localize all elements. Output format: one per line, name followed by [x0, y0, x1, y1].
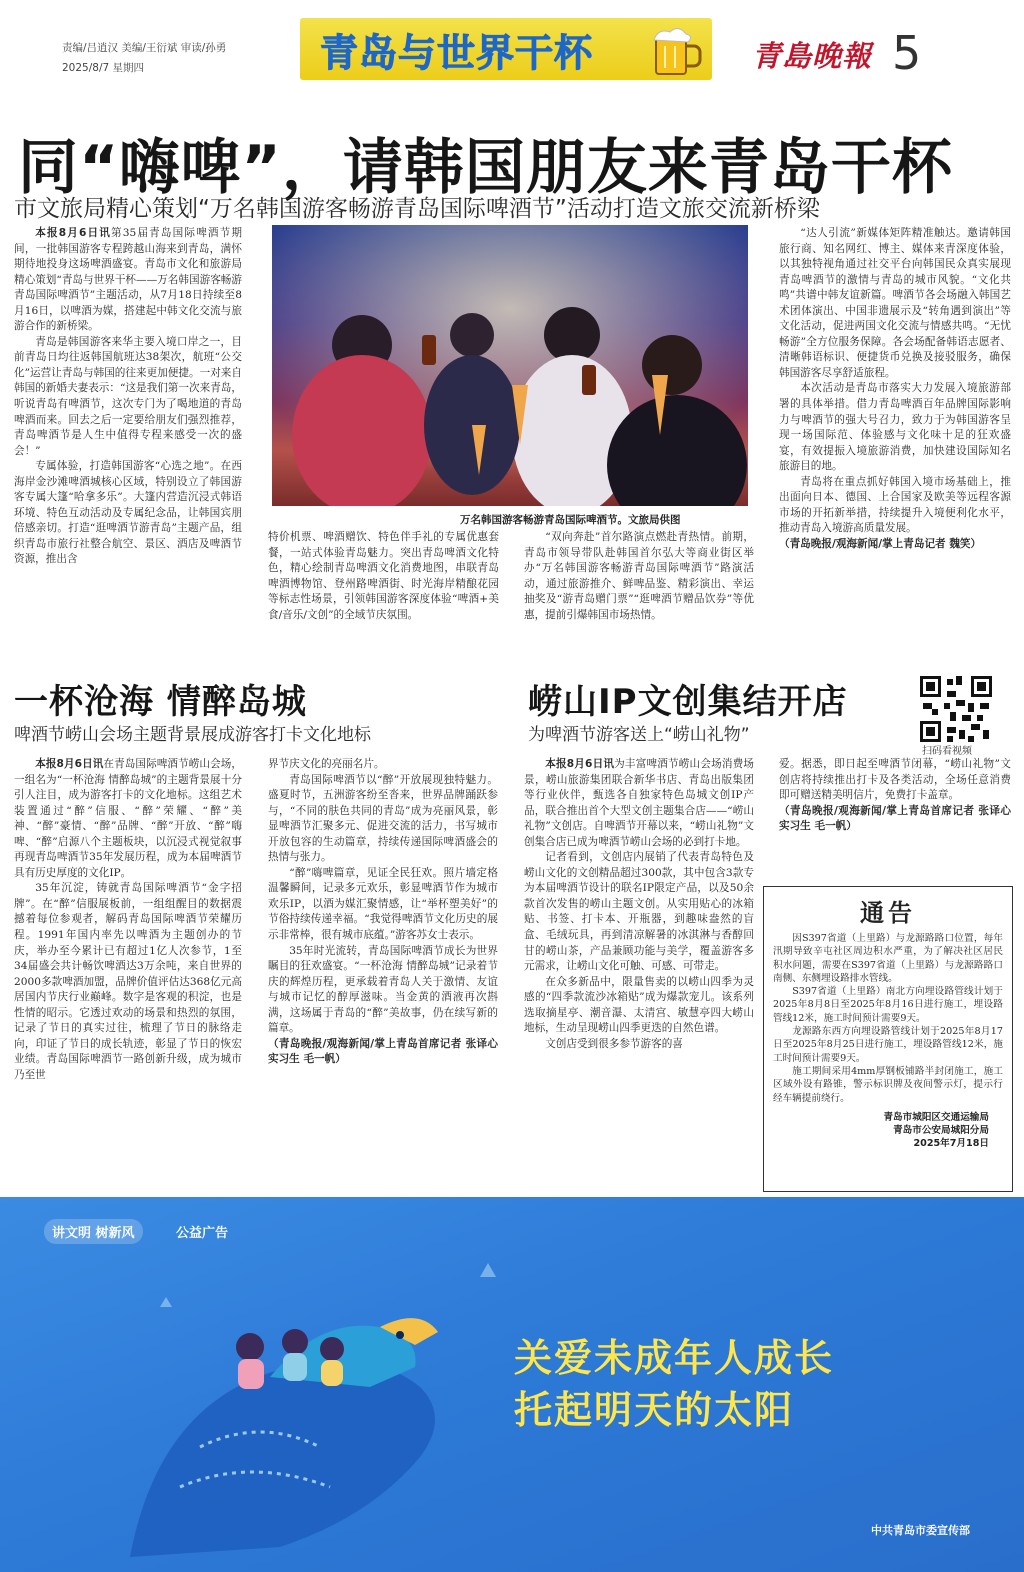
dateline: 本报8月6日讯 — [35, 227, 111, 239]
issue-date: 2025/8/7 星期四 — [62, 62, 144, 74]
lead-column-4 — [779, 226, 1011, 658]
issuer: 青岛市城阳区交通运输局 — [883, 1111, 989, 1123]
story3-column-2 — [779, 757, 1011, 865]
paragraph: 施工期间采用4mm厚钢板铺路半封闭施工，施工区域外设有路锥，警示标识牌及夜间警示灯，提示行经车辆提前绕行。 — [773, 1065, 1003, 1104]
editor-credits: 责编/吕逍汉 美编/王衍斌 审读/孙勇 — [62, 42, 227, 54]
lead-column-3 — [524, 530, 754, 658]
paragraph: 记者看到，文创店内展销了代表青岛特色及崂山文化的文创精品超过300款，其中包含3款专为本届啤酒节设计的联名IP限定产品，以及50余款首次发售的崂山主题文创。从实用贴心的冰箱贴、书签、打卡本、开瓶器，到趣味盎然的盲盒、毛绒玩具，再到清凉解暑的冰淇淋与香醇回甘的崂山茶，产品兼顾功能与美学，覆盖游客多元需求，让崂山文化可触、可感、可带走。 — [524, 851, 754, 973]
paragraph: 第35届青岛国际啤酒节期间，一批韩国游客专程跨越山海来到青岛，满怀期待地投身这场啤酒盛宴。青岛市文化和旅游局精心策划“青岛与世界干杯——万名韩国游客畅游青岛国际啤酒节”主题活动，从7月18日持续至8月16日，以啤酒为媒，搭建起中韩文化交流与旅游合作的新桥梁。 — [14, 227, 242, 333]
paragraph: 龙源路东西方向埋设路管线计划于2025年8月17日至2025年8月25日进行施工，埋设路管线12米，施工时间预计需要9天。 — [773, 1026, 1003, 1064]
paragraph: 文创店受到很多参节游客的喜 — [545, 1037, 683, 1050]
notice-body — [773, 932, 1003, 1105]
paragraph: S397省道（上里路）南北方向埋设路管线计划于2025年8月8日至2025年8月16日进行施工，埋设路管线12米，施工时间预计需要9天。 — [773, 986, 1003, 1024]
page-meta — [62, 38, 282, 78]
lead-column-2 — [268, 530, 499, 658]
paragraph: 专属体验，打造韩国游客“心选之地”。在西海岸金沙滩啤酒城核心区域，特别设立了韩国游客专属大篷“哈拿多乐”。大篷内营造沉浸式韩语环境、特色互动活动及专属纪念品，让韩国宾朋倍感亲切。打造“逛啤酒节游青岛”主题产品，组织青岛市旅行社整合航空、景区、酒店及啤酒节资源，推出含 — [14, 460, 242, 566]
section-title: 青岛与世界干杯 — [320, 31, 594, 75]
byline: （青岛晚报/观海新闻/掌上青岛记者 魏笑） — [779, 537, 982, 550]
lead-column-1 — [14, 226, 242, 656]
story3-subhead: 为啤酒节游客送上“崂山礼物” — [528, 725, 750, 745]
story3-column-1 — [524, 757, 754, 1177]
lead-subhead: 市文旅局精心策划“万名韩国游客畅游青岛国际啤酒节”活动打造文旅交流新桥梁 — [14, 196, 820, 222]
beer-mug-icon — [648, 22, 704, 78]
paragraph: “醉”嗨啤篇章，见证全民狂欢。照片墙定格温馨瞬间，记录多元欢乐，彰显啤酒节作为城市欢乐IP，以酒为媒汇聚情感，让“举杯塑美好”的节俗持续传递幸福。“我觉得啤酒节文化历史的展示非常棒，很有城市底蕴。”游客苏女士表示。 — [268, 866, 498, 942]
paragraph: “达人引流”新媒体矩阵精准触达。邀请韩国旅行商、知名网红、博主、媒体来青深度体验，以其独特视角通过社交平台向韩国民众真实展现青岛啤酒节的激情与青岛的城市风貌。“文化共鸣”共谱中韩友谊新篇。啤酒节各会场融入韩国艺术团体演出、中国非遗展示及“转角遇到演出”等文化活动，促进两国文化交流与情感共鸣。“无忧畅游”全方位服务保障。各会场配备韩语志愿者、清晰韩语标识、便捷货币兑换及接驳服务，确保韩国游客尽享舒适旅程。 — [779, 227, 1011, 379]
paragraph: 青岛是韩国游客来华主要入境口岸之一，目前青岛日均往返韩国航班达38架次，航班“公交化”运营让青岛与韩国的往来更加便捷。一对来自韩国的新婚夫妻表示：“这是我们第一次来青岛，听说青岛有啤酒节，这次专门为了喝地道的青岛啤酒而来。回去之后一定要给朋友们强烈推荐，青岛啤酒节是人生中值得专程来感受一次的盛会！” — [14, 335, 242, 457]
paragraph: 爱。据悉，即日起至啤酒节闭幕，“崂山礼物”文创店将持续推出打卡及各类活动，全场任意消费即可赠送精美明信片，免费打卡盖章。 — [779, 758, 1011, 802]
byline: （青岛晚报/观海新闻/掌上青岛首席记者 张译心 实习生 毛一帆） — [779, 804, 1011, 833]
issuer: 青岛市公安局城阳分局 — [893, 1125, 989, 1137]
bird-children-illustration — [120, 1217, 540, 1567]
paragraph: 因S397省道（上里路）与龙源路路口位置，每年汛期导致辛屯社区周边积水严重，为了解决社区居民积水问题，需要在S397省道（上里路）与龙源路路口南侧、东侧埋设路排水管线。 — [773, 933, 1003, 984]
ad-sponsor: 中共青岛市委宣传部 — [871, 1524, 970, 1537]
paragraph: 青岛国际啤酒节以“醉”开放展现独特魅力。盛夏时节，五洲游客纷至沓来，世界品牌踊跃参与，“不同的肤色共同的青岛”成为亮丽风景，彰显啤酒节汇聚多元、促进交流的活力，书写城市开放包容的生动篇章，持续传递国际啤酒盛会的热情与张力。 — [268, 773, 498, 864]
qr-caption: 扫码看视频 — [922, 746, 972, 757]
beer-festival-photo — [272, 225, 748, 506]
notice-title: 通告 — [860, 899, 916, 927]
paragraph: 特价机票、啤酒赠饮、特色伴手礼的专属优惠套餐，一站式体验青岛魅力。突出青岛啤酒文化特色，精心绘制青岛啤酒文化消费地图，串联青岛啤酒博物馆、登州路啤酒街、时光海岸精酿花园等标志性场景，引领韩国游客深度体验“啤酒+美食/音乐/文创”的全域节庆氛围。 — [268, 531, 499, 621]
paragraph: 35年时光流转，青岛国际啤酒节成长为世界瞩目的狂欢盛宴。“一杯沧海 情醉岛城”记录着节庆的辉煌历程，更承载着青岛人关于激情、友谊与城市记忆的醇厚滋味。当金黄的酒液再次斟满，这场属于青岛的“醉”美故事，仍在续写新的篇章。 — [268, 944, 498, 1035]
section-banner — [300, 18, 712, 80]
paragraph: 青岛将在重点抓好韩国入境市场基础上，推出面向日本、德国、上合国家及欧美等远程客源市场的开拓新举措，持续提升入境便利化水平，推动青岛入境游高质量发展。 — [779, 475, 1011, 535]
notice-date: 2025年7月18日 — [913, 1138, 989, 1150]
paragraph: 35年沉淀，铸就青岛国际啤酒节“金字招牌”。在“醉”信服展板前，一组组醒目的数据震撼着每位参观者，解码青岛国际啤酒节荣耀历程。1991年国内率先以啤酒为主题创办的节庆，举办至今累计已有超过1亿人次参节，1至34届盛会共计畅饮啤酒达3万余吨，来自世界的2000多款啤酒加盟，品牌价值评估达368亿元高居国内节庆行业巅峰。数字是客观的积淀，也是性情的昭示。它透过欢动的场景和热烈的氛围，记录了节日的真实过往，梳理了节日的脉络走向，印证了节日的成长轨迹，彰显了节日的恢宏业绩。青岛国际啤酒节一路创新升级，成为城市乃至世 — [14, 882, 242, 1081]
story2-headline: 一杯沧海 情醉岛城 — [14, 682, 307, 722]
dateline: 本报8月6日讯 — [35, 758, 104, 770]
dateline: 本报8月6日讯 — [545, 758, 615, 770]
paragraph: 在众多新品中，限量售卖的以崂山四季为灵感的“四季款流沙冰箱贴”成为爆款宠儿。该系列选取摘星亭、潮音瀑、太清宫、敏慧亭四大崂山地标，生动呈现崂山四季更迭的自然色谱。 — [524, 975, 754, 1035]
paragraph: 界节庆文化的亮丽名片。 — [268, 758, 385, 770]
masthead-logo: 青島晚報 — [752, 39, 873, 73]
story2-column-2 — [268, 757, 498, 1177]
public-notice-box — [763, 886, 1013, 1192]
notice-signature — [773, 1111, 1003, 1151]
story2-subhead: 啤酒节崂山会场主题背景展成游客打卡文化地标 — [14, 725, 371, 745]
page-number: 5 — [892, 26, 922, 80]
story3-headline: 崂山IP文创集结开店 — [528, 682, 848, 722]
paragraph: 本次活动是青岛市落实大力发展入境旅游部署的具体举措。借力青岛啤酒百年品牌国际影响力与啤酒节的强大号召力，致力于为韩国游客呈现一场国际范、体验感与文化味十足的狂欢盛宴，有效提振入境旅游消费，加快建设国际知名旅游目的地。 — [779, 382, 1011, 473]
photo-caption: 万名韩国游客畅游青岛国际啤酒节。文旅局供图 — [460, 514, 681, 526]
photo-illustration — [272, 225, 748, 506]
ad-slogan-line-2: 托起明天的太阳 — [514, 1388, 795, 1432]
public-service-ad — [0, 1197, 1024, 1572]
ad-slogan-line-1: 关爱未成年人成长 — [514, 1336, 835, 1380]
ad-label: 公益广告 — [176, 1226, 229, 1241]
paragraph: 为丰富啤酒节崂山会场消费场景，崂山旅游集团联合新华书店、青岛出版集团等行业伙伴，甄选各自独家特色岛城文创IP产品，联合推出首个大型文创主题集合店——“崂山礼物”文创店。自啤酒节开幕以来，“崂山礼物”文创集合店已成为啤酒节崂山会场的必到打卡地。 — [524, 758, 754, 848]
paragraph: “双向奔赴”首尔路演点燃赴青热情。前期，青岛市领导带队赴韩国首尔弘大等商业街区举办“万名韩国游客畅游青岛国际啤酒节”路演活动，通过旅游推介、鲜啤品鉴、精彩演出、幸运抽奖及“游青岛赠门票”“逛啤酒节赠品饮券”等优惠，提前引爆韩国市场热情。 — [524, 531, 754, 621]
ad-tag: 讲文明 树新风 — [44, 1219, 143, 1244]
lead-headline: 同“嗨啤”，请韩国朋友来青岛干杯 — [18, 133, 953, 203]
paragraph: 在青岛国际啤酒节崂山会场，一组名为“一杯沧海 情醉岛城”的主题背景展十分引人注目，成为游客打卡的文化地标。这组艺术装置通过“醉”信服、“醉”荣耀、“醉”美神、“醉”豪情、“醉”品牌、“醉”开放、“醉”嗨啤、“醉”启源八个主题板块，以沉浸式视觉叙事再现青岛啤酒节35年发展历程，成为本届啤酒节具有历史厚度的文化IP。 — [14, 758, 242, 879]
byline: （青岛晚报/观海新闻/掌上青岛首席记者 张译心 实习生 毛一帆） — [268, 1037, 498, 1066]
qr-code[interactable] — [920, 676, 992, 742]
story2-column-1 — [14, 757, 242, 1177]
